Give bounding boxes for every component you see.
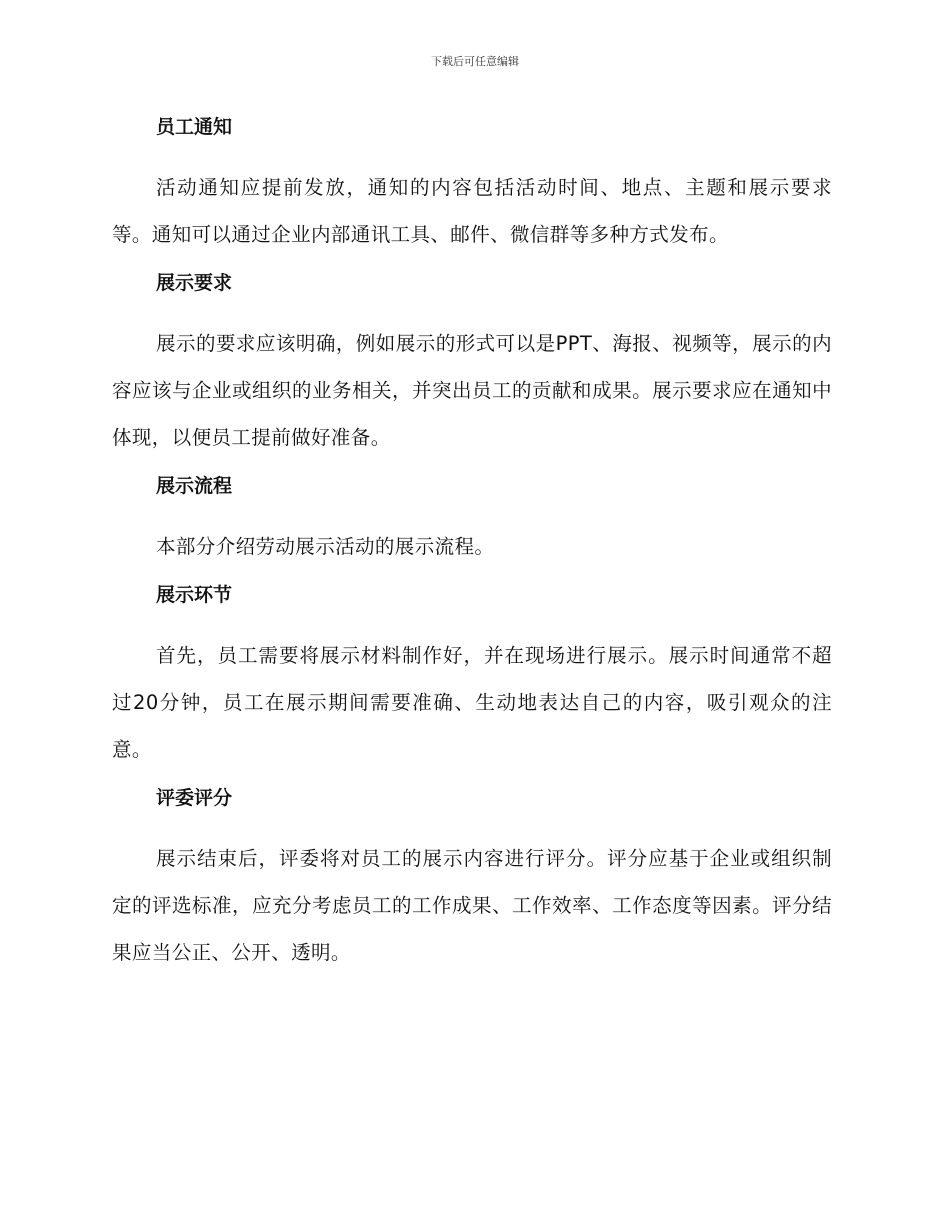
section-display-requirements	[112, 268, 832, 461]
section-staff-notice	[112, 112, 832, 258]
section-heading: 评委评分	[156, 787, 233, 809]
section-paragraph: 展示结束后，评委将对员工的展示内容进行评分。评分应基于企业或组织制定的评选标准，应充分考虑员工的工作成果、工作效率、工作态度等因素。评分结果应当公正、公开、透明。	[112, 847, 832, 964]
section-paragraph: 展示的要求应该明确，例如展示的形式可以是PPT、海报、视频等，展示的内容应该与企业或组织的业务相关，并突出员工的贡献和成果。展示要求应在通知中体现，以便员工提前做好准备。	[112, 332, 832, 449]
section-heading: 员工通知	[156, 116, 233, 138]
section-heading: 展示流程	[156, 475, 233, 497]
section-display-process	[112, 471, 832, 570]
section-heading: 展示环节	[156, 584, 233, 606]
document-body	[112, 112, 832, 986]
section-paragraph: 活动通知应提前发放，通知的内容包括活动时间、地点、主题和展示要求等。通知可以通过企业内部通讯工具、邮件、微信群等多种方式发布。	[112, 176, 832, 246]
page-header: 下载后可任意编辑	[431, 55, 519, 68]
section-display-stage	[112, 580, 832, 773]
section-paragraph: 本部分介绍劳动展示活动的展示流程。	[156, 535, 495, 558]
section-heading: 展示要求	[156, 272, 233, 294]
section-judge-scoring	[112, 783, 832, 976]
section-paragraph: 首先，员工需要将展示材料制作好，并在现场进行展示。展示时间通常不超过20分钟，员工在展示期间需要准确、生动地表达自己的内容，吸引观众的注意。	[112, 644, 832, 761]
